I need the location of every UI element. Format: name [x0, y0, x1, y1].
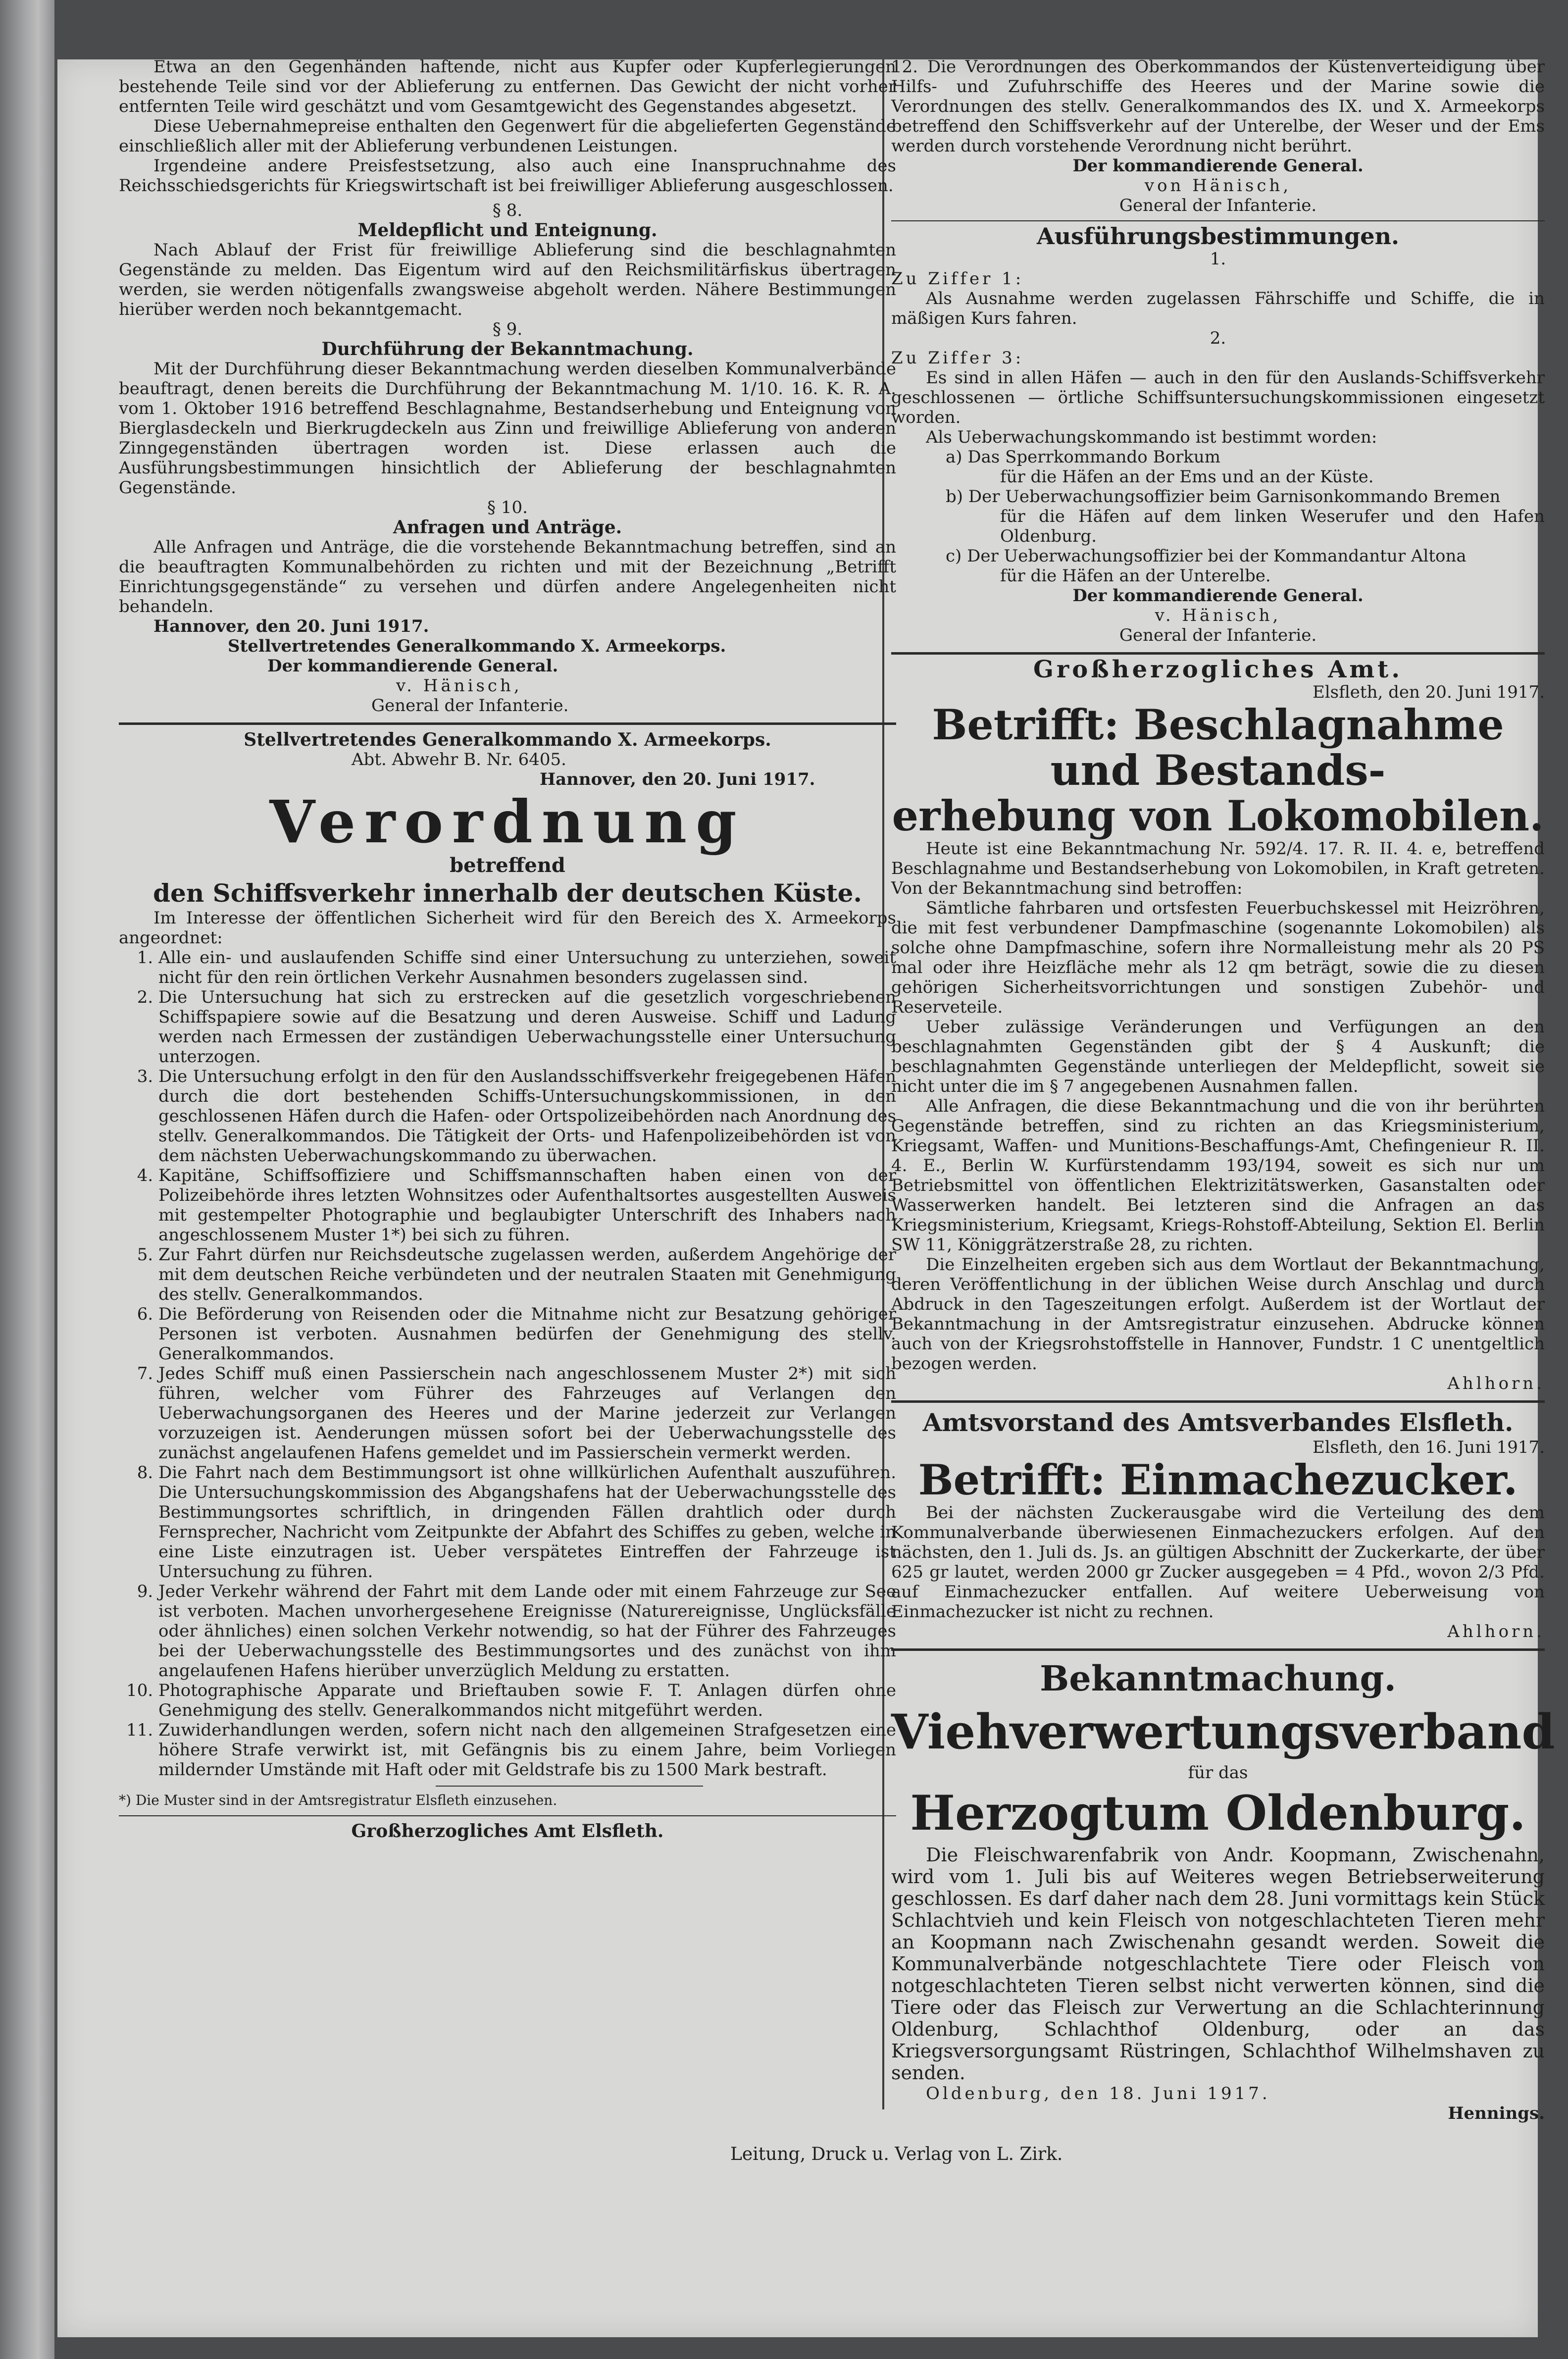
separator-rule — [891, 1648, 1545, 1651]
viehverwertung-fuer-das: für das — [1188, 1763, 1248, 1783]
footer-rule — [119, 1815, 896, 1816]
zu-ziffer-3: Zu Ziffer 3: — [891, 348, 1024, 368]
intro-paragraph-2: Diese Uebernahmepreise enthalten den Gegenwert für die abgelieferten Gegenstände einschließlich aller mit der Ablieferung verbundenen Leistungen. — [119, 116, 896, 156]
list-item: 3. Die Untersuchung erfolgt in den für den Auslandsschiffsverkehr freigegebenen Häfen durch die dort bestehenden Schiffs-Untersuchungskommissionen, in den geschlossenen Häfen durch die Hafen- oder Ortspolizeibehörden nach Anordnung des stellv. Generalkommandos. Die Tätigkeit der Orts- und Hafenpolizeibehörden ist von dem nächsten Ueberwachungskommando zu überwachen. — [158, 1067, 896, 1166]
item-12-number: 12. — [891, 57, 918, 77]
amt-heading: Großherzogliches Amt. — [1033, 656, 1403, 683]
list-item: 9. Jeder Verkehr während der Fahrt mit dem Lande oder mit einem Fahrzeuge zur See ist verboten. Machen unvorhergesehene Ereignisse (Naturereignisse, Unglücksfälle oder ähnliches) einen solchen Verkehr notwendig, so hat der Führer des Fahrzeuges bei der Ueberwachungsstelle des Bestimmungsortes und des zunächst von ihm angelaufenen Hafens hierüber unverzüglich Meldung zu erstatten. — [158, 1582, 896, 1681]
section-9-title: Durchführung der Bekanntmachung. — [321, 339, 694, 359]
separator-rule — [119, 722, 896, 725]
list-item: 10. Photographische Apparate und Brieftauben sowie F. T. Anlagen dürfen ohne Genehmigung des stellv. Generalkommandos nicht mitgeführt werden. — [158, 1681, 896, 1720]
separator-rule — [891, 220, 1545, 221]
right-column — [891, 57, 1555, 2123]
verordnung-intro: Im Interesse der öffentlichen Sicherheit wird für den Bereich des X. Armeekorps angeordnet: — [119, 908, 896, 948]
separator-rule — [891, 1400, 1545, 1403]
section-9-number: § 9. — [492, 319, 523, 339]
einmachezucker-text: Bei der nächsten Zuckerausgabe wird die Verteilung des dem Kommunalverbande überwiesenen Einmachezuckers erfolgen. Auf den nächsten, den 1. Juli ds. Js. an gültigen Abschnitt der Zuckerkarte, der über 625 gr lautet, werden 2000 gr Zucker ausgegeben = 4 Pfd., wovon 2/3 Pfd. auf Einmachezucker entfallen. Auf weitere Ueberweisung von Einmachezucker ist nicht zu rechnen. — [891, 1503, 1545, 1622]
command-c: c) Der Ueberwachungsoffizier bei der Kommandantur Altona — [946, 546, 1467, 566]
zu-ziffer-1-text: Als Ausnahme werden zugelassen Fährschiffe und Schiffe, die in mäßigen Kurs fahren. — [891, 289, 1545, 328]
lokomobilen-paragraph-3: Ueber zulässige Veränderungen und Verfügungen an den beschlagnahmten Gegenständen gibt der § 4 Auskunft; die beschlagnahmten Gegenstände unterliegen der Meldepflicht, soweit sie nicht unter die im § 7 angegebenen Ausnahmen fallen. — [891, 1017, 1545, 1096]
verordnung-org: Stellvertretendes Generalkommando X. Armeekorps. — [244, 729, 771, 750]
section-10-number: § 10. — [487, 498, 528, 517]
einmachezucker-title: Betrifft: Einmachezucker. — [918, 1455, 1518, 1504]
intro-paragraph-3: Irgendeine andere Preisfestsetzung, also auch eine Inanspruchnahme des Reichsschiedsgerichts für Kriegswirtschaft ist bei freiwilliger Ablieferung ausgeschlossen. — [119, 156, 896, 196]
separator-rule — [891, 652, 1545, 655]
list-item: 1. Alle ein- und auslaufenden Schiffe sind einer Untersuchung zu unterziehen, soweit nicht für den rein örtlichen Verkehr Ausnahmen besonders zugelassen sind. — [158, 948, 896, 987]
section-9-text: Mit der Durchführung dieser Bekanntmachung werden dieselben Kommunalverbände beauftragt, denen bereits die Durchführung der Bekanntmachung M. 1/10. 16. K. R. A. vom 1. Oktober 1916 betreffend Beschlagnahme, Bestandserhebung und Enteignung von Bierglasdeckeln und Bierkrugdeckeln aus Zinn und freiwillige Ablieferung von anderen Zinngegenständen übertragen worden ist. Diese erlassen auch die Ausführungsbestimmungen hinsichtlich der Ablieferung der beschlagnahmten Gegenstände. — [119, 359, 896, 498]
signature-rank-2: General der Infanterie. — [1119, 196, 1317, 215]
list-item: 11. Zuwiderhandlungen werden, sofern nicht nach den allgemeinen Strafgesetzen eine höhere Strafe verwirkt ist, mit Gefängnis bis zu einem Jahre, beim Vorliegen mildernder Umstände mit Haft oder mit Geldstrafe bis zu 1500 Mark bestraft. — [158, 1720, 896, 1780]
list-item: 7. Jedes Schiff muß einen Passierschein nach angeschlossenem Muster 2*) mit sich führen, welcher vom Führer des Fahrzeuges auf Verlangen den Ueberwachungsorganen des Heeres und der Marine jederzeit zur Verlangen vorzuzeigen ist. Aenderungen müssen sofort bei der Ueberwachungsstelle des zunächst angelaufenen Hafens gemeldet und im Passierschein vermerkt werden. — [158, 1364, 896, 1463]
item-12 — [891, 57, 1545, 156]
footnote: *) Die Muster sind in der Amtsregistratur Elsfleth einzusehen. — [119, 1792, 557, 1808]
verordnung-title: Verordnung — [269, 787, 746, 856]
verordnung-reference: Abt. Abwehr B. Nr. 6405. — [352, 750, 566, 769]
zu-ziffer-1: Zu Ziffer 1: — [891, 269, 1024, 289]
amtsvorstand-heading: Amtsvorstand des Amtsverbandes Elsfleth. — [922, 1408, 1514, 1437]
zu-ziffer-3-text: Es sind in allen Häfen — auch in den für den Auslands-Schiffsverkehr geschlossenen — örtliche Schiffsuntersuchungskommissionen eingesetzt worden. — [891, 368, 1545, 427]
verordnung-date: Hannover, den 20. Juni 1917. — [540, 769, 815, 789]
lokomobilen-signature: Ahlhorn. — [1447, 1374, 1545, 1393]
footer-org: Großherzogliches Amt Elsfleth. — [351, 1821, 664, 1842]
section-10-text: Alle Anfragen und Anträge, die die vorstehende Bekanntmachung betreffen, sind an die beauftragten Kommunalbehörden zu richten und mit der Bezeichnung „Betrifft Einrichtungsgegenstände“ zu versehen und dürfen andere Angelegenheiten nicht behandeln. — [119, 537, 896, 616]
item-12-text: Die Verordnungen des Oberkommandos der Küstenverteidigung über Hilfs- und Zufuhrschiffe des Heeres und der Marine sowie die Verordnungen des stellv. Generalkommandos des IX. und X. Armeekorps betreffend den Schiffsverkehr auf der Unterelbe, der Weser und der Ems werden durch vorstehende Verordnung nicht berührt. — [891, 57, 1545, 156]
lokomobilen-paragraph-5: Die Einzelheiten ergeben sich aus dem Wortlaut der Bekanntmachung, deren Veröffentlichung in der üblichen Weise durch Anschlag und durch Abdruck in den Tageszeitungen erfolgt. Außerdem ist der Wortlaut der Bekanntmachung in der Amtsregistratur einzusehen. Abdrucke können auch von der Kriegsrohstoffstelle in Hannover, Fundstr. 1 C unentgeltlich bezogen werden. — [891, 1255, 1545, 1374]
date-hannover-1: Hannover, den 20. Juni 1917. — [153, 616, 429, 636]
viehverwertung-title: Viehverwertungsverband — [891, 1704, 1555, 1760]
amtsvorstand-date: Elsfleth, den 16. Juni 1917. — [1312, 1437, 1545, 1457]
imprint: Leitung, Druck u. Verlag von L. Zirk. — [730, 2144, 1063, 2164]
viehverwertung-text: Die Fleischwarenfabrik von Andr. Koopmann, Zwischenahn, wird vom 1. Juli bis auf Weiteres wegen Betriebserweiterung geschlossen. Es darf daher nach dem 28. Juni vormittags kein Stück Schlachtvieh und kein Fleisch von notgeschlachteten Tieren mehr an Koopmann nach Zwischenahn gesandt werden. Soweit die Kommunalverbände notgeschlachtete Tiere oder Fleisch von notgeschlachteten Tieren selbst nicht verwerten können, sind die Tiere oder das Fleisch zur Verwertung an die Schlachterinnung Oldenburg, Schlachthof Oldenburg, oder an das Kriegsversorgungsamt Rüstringen, Schlachthof Wilhelmshaven zu senden. — [891, 1844, 1545, 2084]
viehverwertung-signature: Hennings. — [1448, 2103, 1545, 2123]
amt-date: Elsfleth, den 20. Juni 1917. — [1312, 682, 1545, 702]
command-c-scope: für die Häfen an der Unterelbe. — [1000, 566, 1271, 586]
section-10-title: Anfragen und Anträge. — [393, 517, 622, 538]
lokomobilen-paragraph-4: Alle Anfragen, die diese Bekanntmachung und die von ihr berührten Gegenstände betreffen, sind zu richten an das Kriegsministerium, Kriegsamt, Waffen- und Munitions-Beschaffungs-Amt, Chefingenieur R. II. 4. E., Berlin W. Kurfürstendamm 193/194, soweit es sich nur um Betriebsmittel von öffentlichen Elektrizitätswerken, Gasanstalten oder Wasserwerken handelt. Bei letzteren sind die Anfragen an das Kriegsministerium, Kriegsamt, Kriegs-Rohstoff-Abteilung, Sektion El. Berlin SW 11, Königgrätzerstraße 28, zu richten. — [891, 1096, 1545, 1255]
list-item: 8. Die Fahrt nach dem Bestimmungsort ist ohne willkürlichen Aufenthalt auszuführen. Die Untersuchungskommission des Abgangshafens hat der Ueberwachungsstelle des Bestimmungsortes schriftlich, in dringenden Fällen drahtlich oder durch Fernsprecher, Nachricht vom Zeitpunkte der Abfahrt des Schiffes zu geben, welche in eine Liste einzutragen ist. Ueber verspätetes Eintreffen der Fahrzeuge ist Untersuchung zu führen. — [158, 1463, 896, 1582]
command-a-scope: für die Häfen an der Ems und an der Küste. — [1000, 467, 1374, 487]
ausfuehrung-number-1: 1. — [1210, 249, 1226, 269]
signature-name-3: v. Hänisch, — [1155, 606, 1281, 625]
lokomobilen-paragraph-1: Heute ist eine Bekanntmachung Nr. 592/4. 17. R. II. 4. e, betreffend Beschlagnahme und Bestandserhebung von Lokomobilen, in Kraft getreten. Von der Bekanntmachung sind betroffen: — [891, 839, 1545, 898]
verordnung-list — [119, 948, 896, 1780]
signature-role-2: Der kommandierende General. — [1072, 156, 1364, 176]
zu-ziffer-3-text-2: Als Ueberwachungskommando ist bestimmt worden: — [926, 427, 1377, 447]
signature-name-2: von Hänisch, — [1144, 176, 1292, 196]
footnote-rule — [436, 1786, 703, 1787]
list-item: 5. Zur Fahrt dürfen nur Reichsdeutsche zugelassen werden, außerdem Angehörige der mit dem deutschen Reiche verbündeten und der neutralen Staaten mit Genehmigung des stellv. Generalkommandos. — [158, 1245, 896, 1304]
signature-rank-3: General der Infanterie. — [1119, 625, 1317, 645]
intro-paragraph-1: Etwa an den Gegenhänden haftende, nicht aus Kupfer oder Kupferlegierungen bestehende Teile sind vor der Ablieferung zu entfernen. Das Gewicht der nicht vorher entfernten Teile wird geschätzt und vom Gesamtgewicht des Gegenstandes abgesetzt. — [119, 57, 896, 116]
lokomobilen-title-2: erhebung von Lokomobilen. — [892, 791, 1544, 840]
bekanntmachung-heading: Bekanntmachung. — [1040, 1658, 1396, 1699]
signature-rank-1: General der Infanterie. — [371, 696, 569, 716]
lokomobilen-title-1: Betrifft: Beschlagnahme und Bestands- — [932, 700, 1504, 795]
viehverwertung-land: Herzogtum Oldenburg. — [910, 1785, 1526, 1841]
list-item: 2. Die Untersuchung hat sich zu erstrecken auf die gesetzlich vorgeschriebenen Schiffspapiere sowie auf die Besatzung und deren Ausweise. Schiff und Ladung werden nach Ermessen der zuständigen Ueberwachungsstelle einer Untersuchung unterzogen. — [158, 987, 896, 1067]
signature-name-1: v. Hänisch, — [396, 676, 522, 696]
list-item: 4. Kapitäne, Schiffsoffiziere und Schiffsmannschaften haben einen von der Polizeibehörde ihres letzten Wohnsitzes oder Aufenthaltsortes ausgestellten Ausweis mit gestempelter Photographie und beglaubigter Unterschrift des Inhabers nach angeschlossenem Muster 1*) bei sich zu führen. — [158, 1166, 896, 1245]
einmachezucker-signature: Ahlhorn. — [1447, 1622, 1545, 1641]
signature-role-1: Der kommandierende General. — [267, 656, 558, 676]
section-8-text: Nach Ablauf der Frist für freiwillige Ablieferung sind die beschlagnahmten Gegenstände zu melden. Das Eigentum wird auf den Reichsmilitärfiskus übertragen werden, sie werden nötigenfalls zwangsweise abgeholt werden. Nähere Bestimmungen hierüber werden noch bekanntgemacht. — [119, 240, 896, 319]
left-column — [119, 57, 896, 1841]
section-8-number: § 8. — [492, 201, 523, 220]
command-b: b) Der Ueberwachungsoffizier beim Garnisonkommando Bremen — [946, 487, 1501, 507]
signature-org-1: Stellvertretendes Generalkommando X. Armeekorps. — [228, 636, 726, 656]
section-8-title: Meldepflicht und Enteignung. — [357, 220, 658, 241]
verordnung-subtitle-2: den Schiffsverkehr innerhalb der deutschen Küste. — [153, 878, 862, 908]
lokomobilen-paragraph-2: Sämtliche fahrbaren und ortsfesten Feuerbuchskessel mit Heizröhren, die mit fest verbundener Dampfmaschine (sogenannte Lokomobilen) als solche ohne Dampfmaschine, sofern ihre Normalleistung mehr als 20 PS mal oder ihre Heizfläche mehr als 12 qm beträgt, sowie die zu diesen gehörigen Sicherheitsvorrichtungen und sonstigen Zubehör- und Reserveteile. — [891, 898, 1545, 1017]
ausfuehrung-number-2: 2. — [1210, 328, 1226, 348]
verordnung-subtitle-1: betreffend — [450, 854, 565, 877]
signature-role-3: Der kommandierende General. — [1072, 586, 1364, 606]
command-b-scope: für die Häfen auf dem linken Weserufer und den Hafen Oldenburg. — [1000, 507, 1545, 546]
ausfuehrung-title: Ausführungsbestimmungen. — [1036, 223, 1400, 250]
viehverwertung-date: Oldenburg, den 18. Juni 1917. — [926, 2084, 1270, 2103]
command-a: a) Das Sperrkommando Borkum — [946, 447, 1221, 467]
book-spine — [0, 0, 54, 2359]
list-item: 6. Die Beförderung von Reisenden oder die Mitnahme nicht zur Besatzung gehöriger Personen ist verboten. Ausnahmen bedürfen der Genehmigung des stellv. Generalkommandos. — [158, 1304, 896, 1364]
